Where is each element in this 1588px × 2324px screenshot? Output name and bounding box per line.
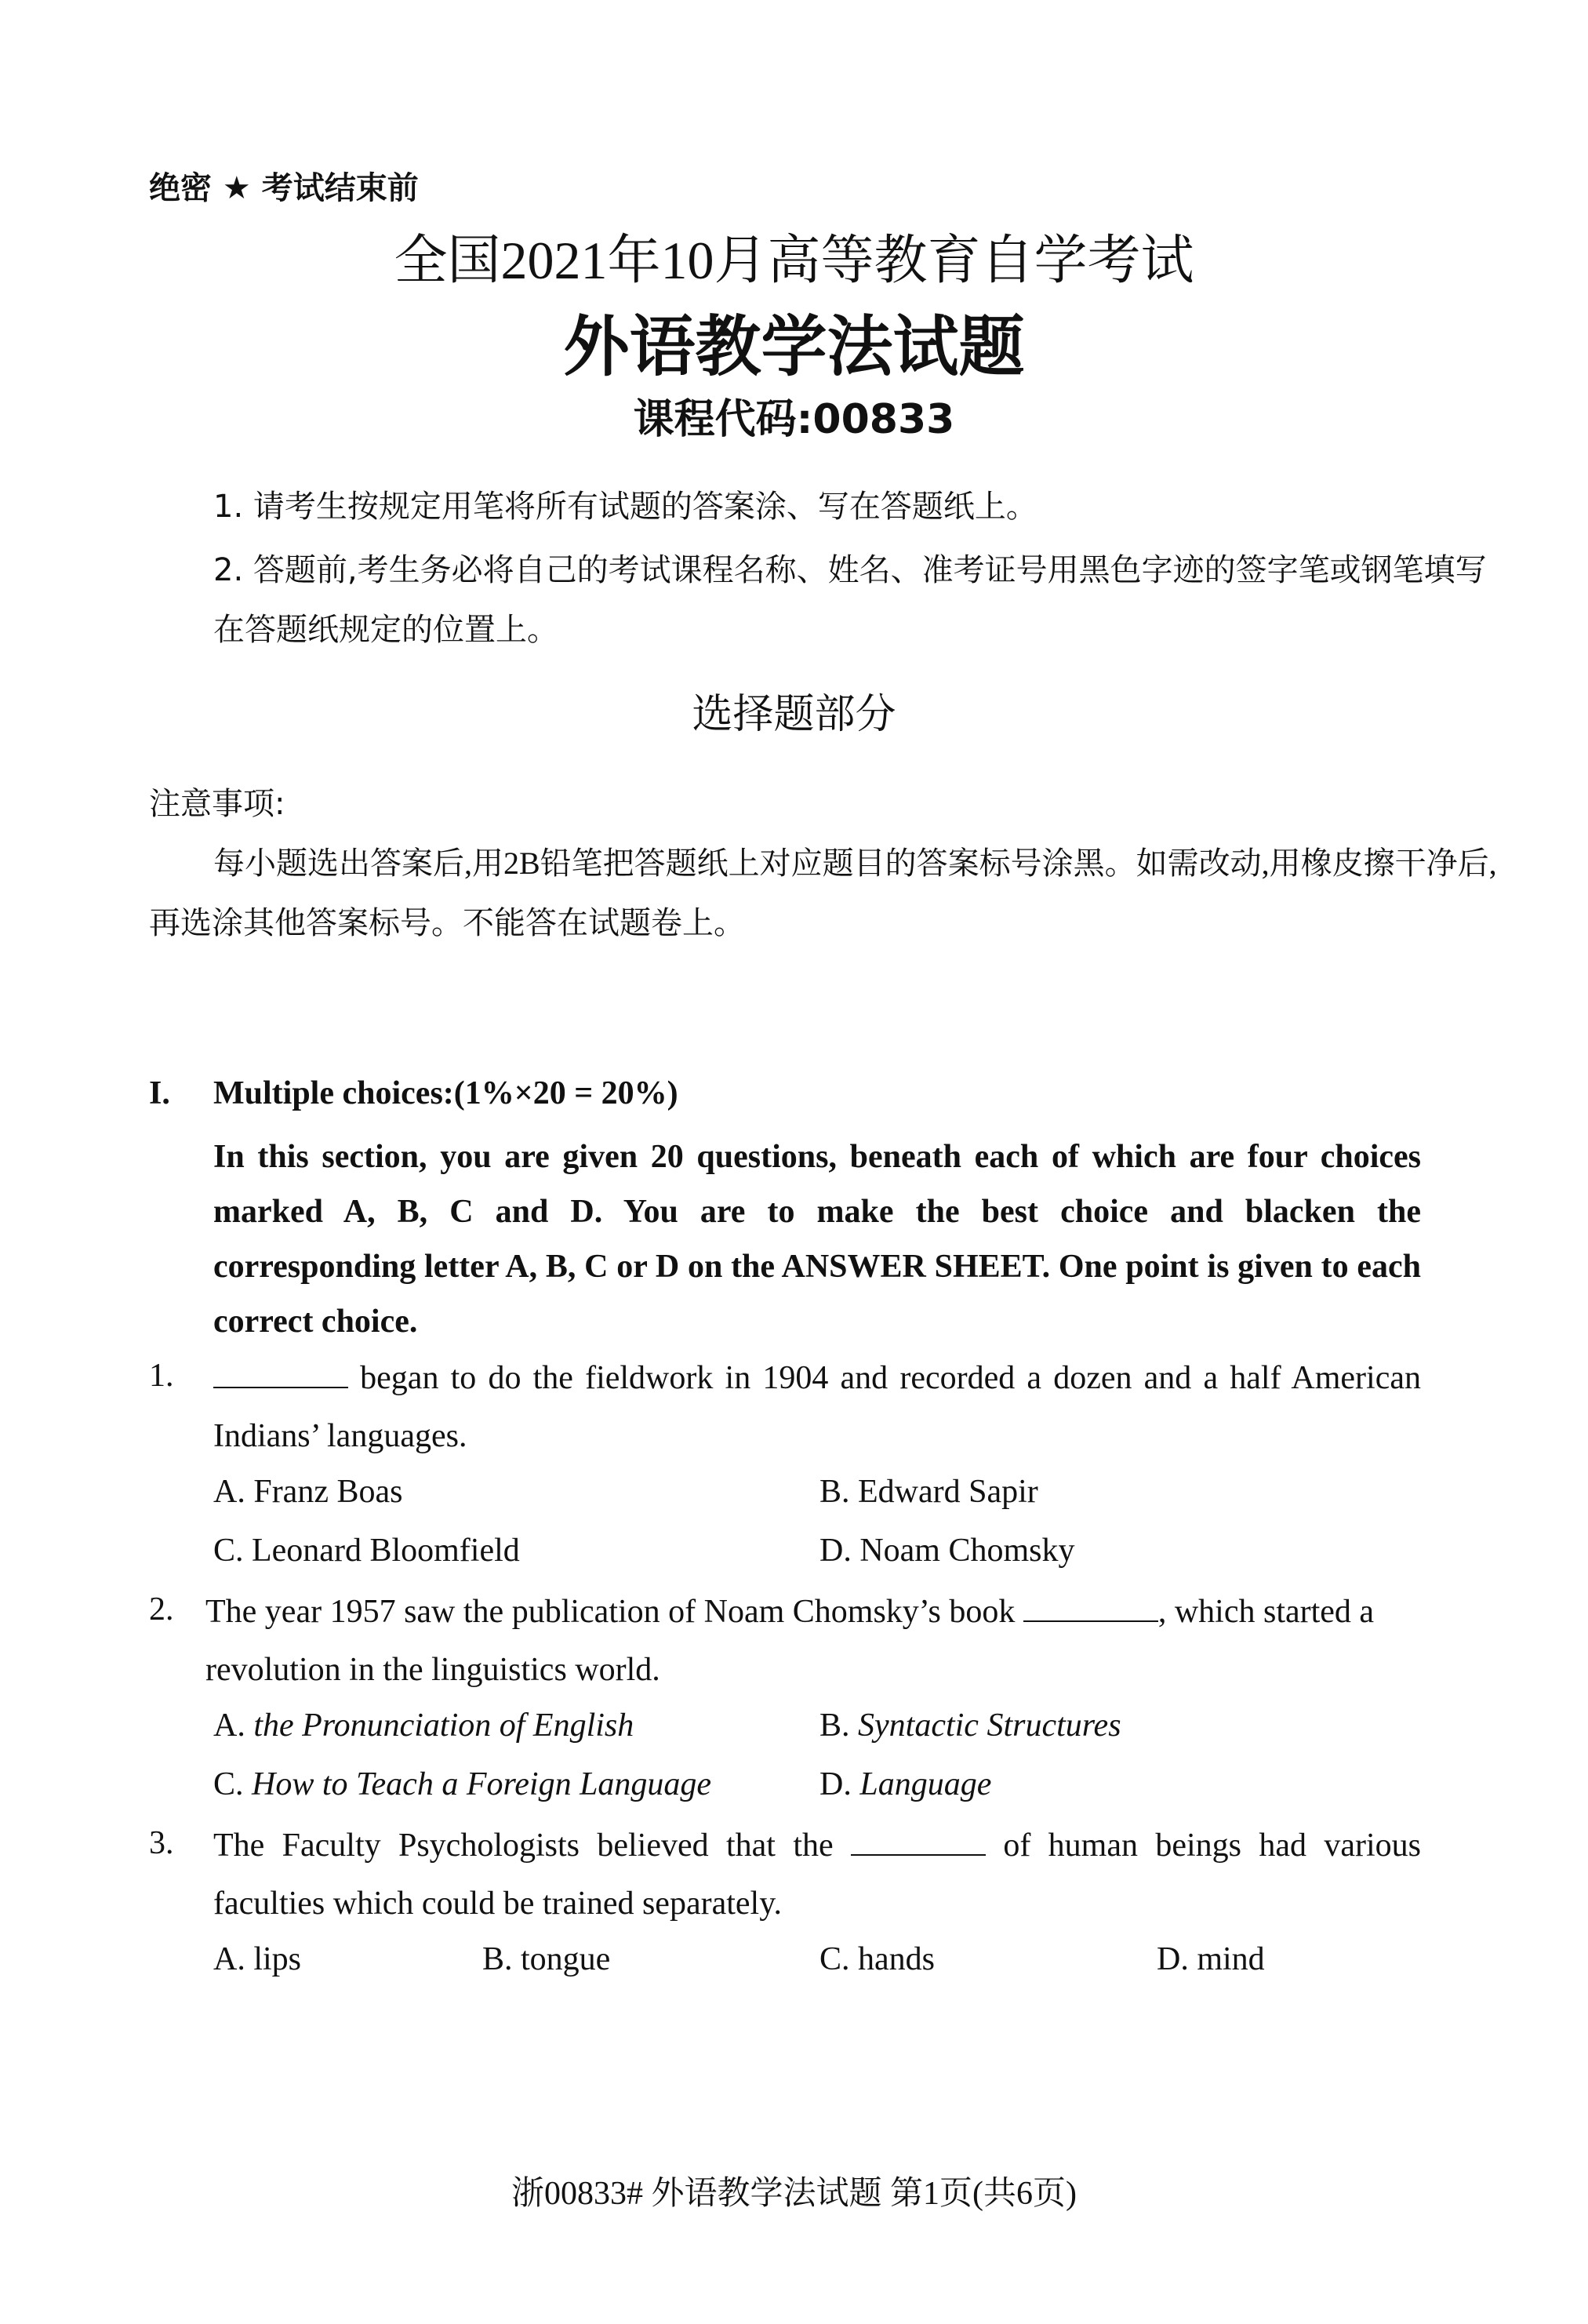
- option-title: How to Teach a Foreign Language: [252, 1766, 712, 1802]
- option-c: C. hands: [819, 1941, 935, 1977]
- option-a: A. Franz Boas: [213, 1474, 403, 1510]
- instruction-note-1: 1. 请考生按规定用笔将所有试题的答案涂、写在答题纸上。: [213, 489, 1037, 525]
- question-text-after: , which started a revolution in the linguistics world.: [205, 1594, 1375, 1688]
- option-title: Syntactic Structures: [858, 1708, 1121, 1744]
- question-text: [213, 1817, 1421, 1933]
- question-text-after: began to do the fieldwork in 1904 and recorded a dozen and a half American Indians’ languages.: [213, 1360, 1421, 1454]
- question-number: 1.: [149, 1358, 174, 1394]
- course-code: 课程代码:00833: [633, 396, 955, 443]
- answer-blank: [1023, 1594, 1158, 1622]
- answer-blank: [213, 1360, 348, 1388]
- caution-title: 注意事项:: [149, 786, 285, 822]
- option-a: A. lips: [213, 1941, 302, 1977]
- secrecy-label: 绝密 ★ 考试结束前: [149, 170, 419, 206]
- option-c: [213, 1766, 711, 1803]
- question-number: 3.: [149, 1825, 174, 1861]
- part-number: I.: [149, 1075, 170, 1111]
- question-text: [205, 1583, 1382, 1699]
- option-d: [819, 1766, 991, 1803]
- instruction-note-2: 2. 答题前,考生务必将自己的考试课程名称、姓名、准考证号用黑色字迹的签字笔或钢笔填写在答题纸规定的位置上。: [213, 552, 1487, 648]
- option-title: the Pronunciation of English: [253, 1708, 634, 1744]
- part-title: Multiple choices:(1%×20 = 20%): [213, 1075, 678, 1111]
- question-number: 2.: [149, 1591, 174, 1628]
- option-a: [213, 1707, 634, 1744]
- answer-blank: [851, 1828, 986, 1856]
- page-footer: 浙00833# 外语教学法试题 第1页(共6页): [511, 2176, 1077, 2212]
- question-text-before: The year 1957 saw the publication of Noam Chomsky’s book: [205, 1594, 1023, 1630]
- paper-title: 外语教学法试题: [563, 308, 1025, 385]
- option-letter: B.: [819, 1708, 859, 1744]
- option-d: D. Noam Chomsky: [819, 1533, 1075, 1569]
- section-heading: 选择题部分: [692, 691, 896, 738]
- exam-title: 全国2021年10月高等教育自学考试: [394, 231, 1194, 290]
- option-b: B. Edward Sapir: [819, 1474, 1038, 1510]
- part-instructions: In this section, you are given 20 questions, beneath each of which are four choices marked A, B, C and D. You are to make the best choice and blacken the corresponding letter A, B, C or D on the ANSWER SHEET. One point is given to each correct choice.: [213, 1139, 1421, 1340]
- option-d: D. mind: [1157, 1941, 1265, 1977]
- option-c: C. Leonard Bloomfield: [213, 1533, 520, 1569]
- option-b: B. tongue: [482, 1941, 611, 1977]
- question-text: [213, 1349, 1421, 1465]
- option-letter: C.: [213, 1766, 253, 1802]
- option-b: [819, 1707, 1121, 1744]
- option-letter: D.: [819, 1766, 860, 1802]
- caution-body: 每小题选出答案后,用2B铅笔把答题纸上对应题目的答案标号涂黑。如需改动,用橡皮擦干净后,再选涂其他答案标号。不能答在试题卷上。: [149, 846, 1497, 940]
- question-text-before: The Faculty Psychologists believed that the: [213, 1828, 851, 1864]
- option-letter: A.: [213, 1708, 254, 1744]
- option-title: Language: [859, 1766, 992, 1802]
- question-text-after: of human beings had various faculties which could be trained separately.: [213, 1828, 1421, 1922]
